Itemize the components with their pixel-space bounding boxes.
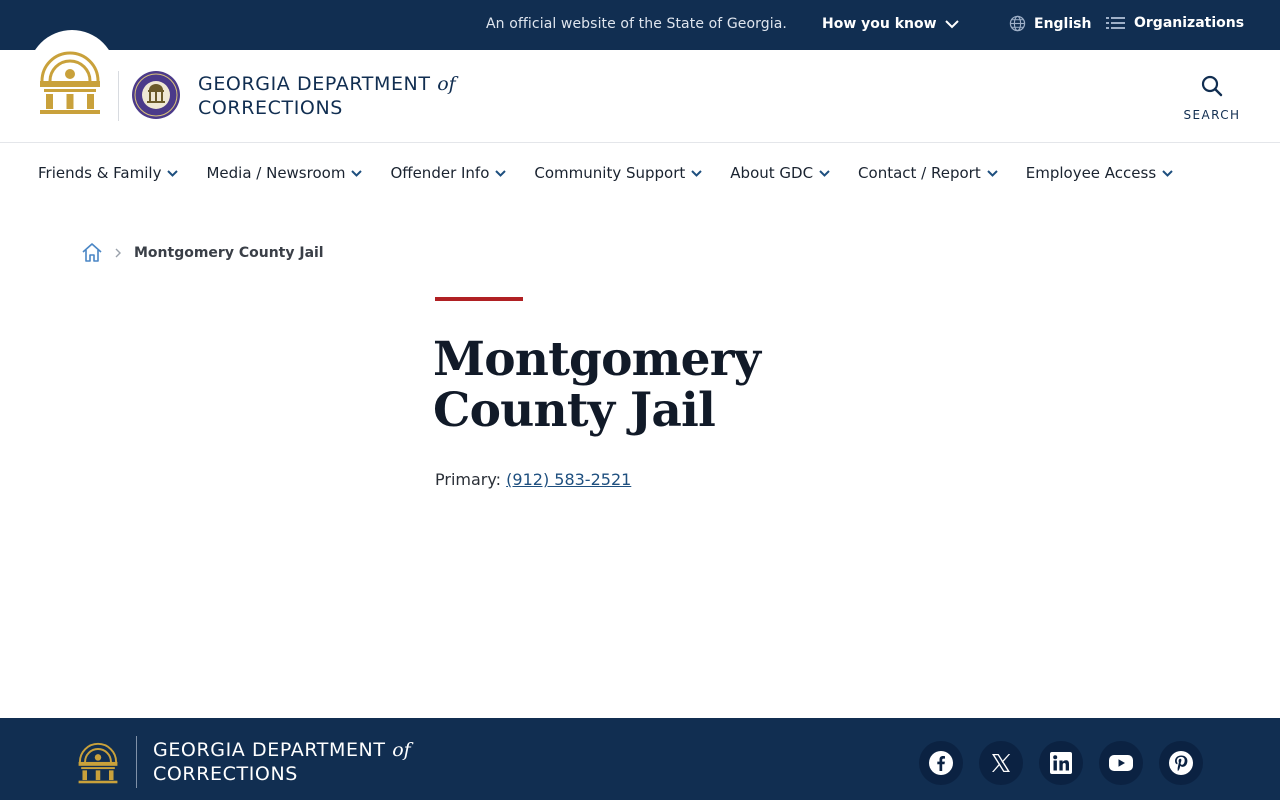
list-icon <box>1106 16 1125 30</box>
page-title: Montgomery County Jail <box>433 332 761 438</box>
brand-of: of <box>437 73 456 95</box>
search-label: SEARCH <box>1183 108 1241 122</box>
site-brand[interactable] <box>198 72 456 120</box>
facebook-link[interactable] <box>919 741 963 785</box>
x-icon <box>990 752 1012 774</box>
organizations-button[interactable] <box>1106 15 1244 31</box>
facebook-icon <box>928 750 954 776</box>
chevron-down-icon <box>351 170 362 177</box>
chevron-down-icon <box>945 20 959 29</box>
nav-item-media-newsroom[interactable] <box>206 164 362 182</box>
georgia-arch-logo-icon[interactable] <box>36 41 104 115</box>
brand-line2: CORRECTIONS <box>198 97 343 119</box>
site-header <box>0 50 1280 143</box>
main-nav <box>38 164 1173 182</box>
organizations-label: Organizations <box>1134 15 1245 31</box>
how-you-know-button[interactable] <box>822 16 959 32</box>
footer-brand-line2: CORRECTIONS <box>153 763 298 785</box>
nav-item-label: Offender Info <box>390 164 490 182</box>
linkedin-link[interactable] <box>1039 741 1083 785</box>
nav-item-employee-access[interactable] <box>1026 164 1173 182</box>
nav-item-label: Media / Newsroom <box>206 164 346 182</box>
breadcrumb-current: Montgomery County Jail <box>134 244 324 261</box>
chevron-down-icon <box>691 170 702 177</box>
nav-item-community-support[interactable] <box>534 164 702 182</box>
footer-logo-divider <box>136 736 137 788</box>
site-footer <box>0 718 1280 800</box>
nav-item-friends-family[interactable] <box>38 164 178 182</box>
nav-item-about-gdc[interactable] <box>730 164 830 182</box>
chevron-down-icon <box>1162 170 1173 177</box>
nav-item-label: Employee Access <box>1025 164 1157 182</box>
logo-divider <box>118 71 119 121</box>
title-accent-bar <box>435 297 523 301</box>
nav-item-offender-info[interactable] <box>390 164 506 182</box>
language-label: English <box>1034 15 1092 32</box>
gdc-seal-icon <box>131 70 181 120</box>
x-link[interactable] <box>979 741 1023 785</box>
chevron-down-icon <box>819 170 830 177</box>
official-banner <box>0 0 1280 50</box>
georgia-arch-logo-icon[interactable] <box>76 735 120 785</box>
chevron-down-icon <box>167 170 178 177</box>
youtube-icon <box>1108 753 1134 773</box>
nav-item-label: About GDC <box>730 164 814 182</box>
nav-item-label: Friends & Family <box>38 164 162 182</box>
chevron-down-icon <box>495 170 506 177</box>
home-icon[interactable] <box>81 242 103 263</box>
chevron-down-icon <box>987 170 998 177</box>
phone-link[interactable]: (912) 583-2521 <box>506 470 632 489</box>
footer-brand-of: of <box>392 739 411 761</box>
chevron-right-icon <box>115 248 122 258</box>
footer-brand-line1: GEORGIA DEPARTMENT <box>153 739 386 761</box>
official-site-text: An official website of the State of Georgia. <box>486 16 787 32</box>
breadcrumb <box>81 242 324 263</box>
primary-phone <box>435 470 631 489</box>
globe-icon <box>1009 15 1026 32</box>
footer-brand[interactable] <box>153 738 411 786</box>
pinterest-icon <box>1168 750 1194 776</box>
search-button[interactable] <box>1178 74 1246 122</box>
nav-item-contact-report[interactable] <box>858 164 998 182</box>
search-icon <box>1200 74 1224 98</box>
linkedin-icon <box>1049 751 1073 775</box>
phone-label: Primary: <box>435 470 502 489</box>
how-you-know-label: How you know <box>822 16 937 32</box>
youtube-link[interactable] <box>1099 741 1143 785</box>
pinterest-link[interactable] <box>1159 741 1203 785</box>
brand-line1: GEORGIA DEPARTMENT <box>198 73 431 95</box>
nav-item-label: Community Support <box>534 164 686 182</box>
nav-item-label: Contact / Report <box>858 164 981 182</box>
language-selector[interactable] <box>1009 15 1091 32</box>
